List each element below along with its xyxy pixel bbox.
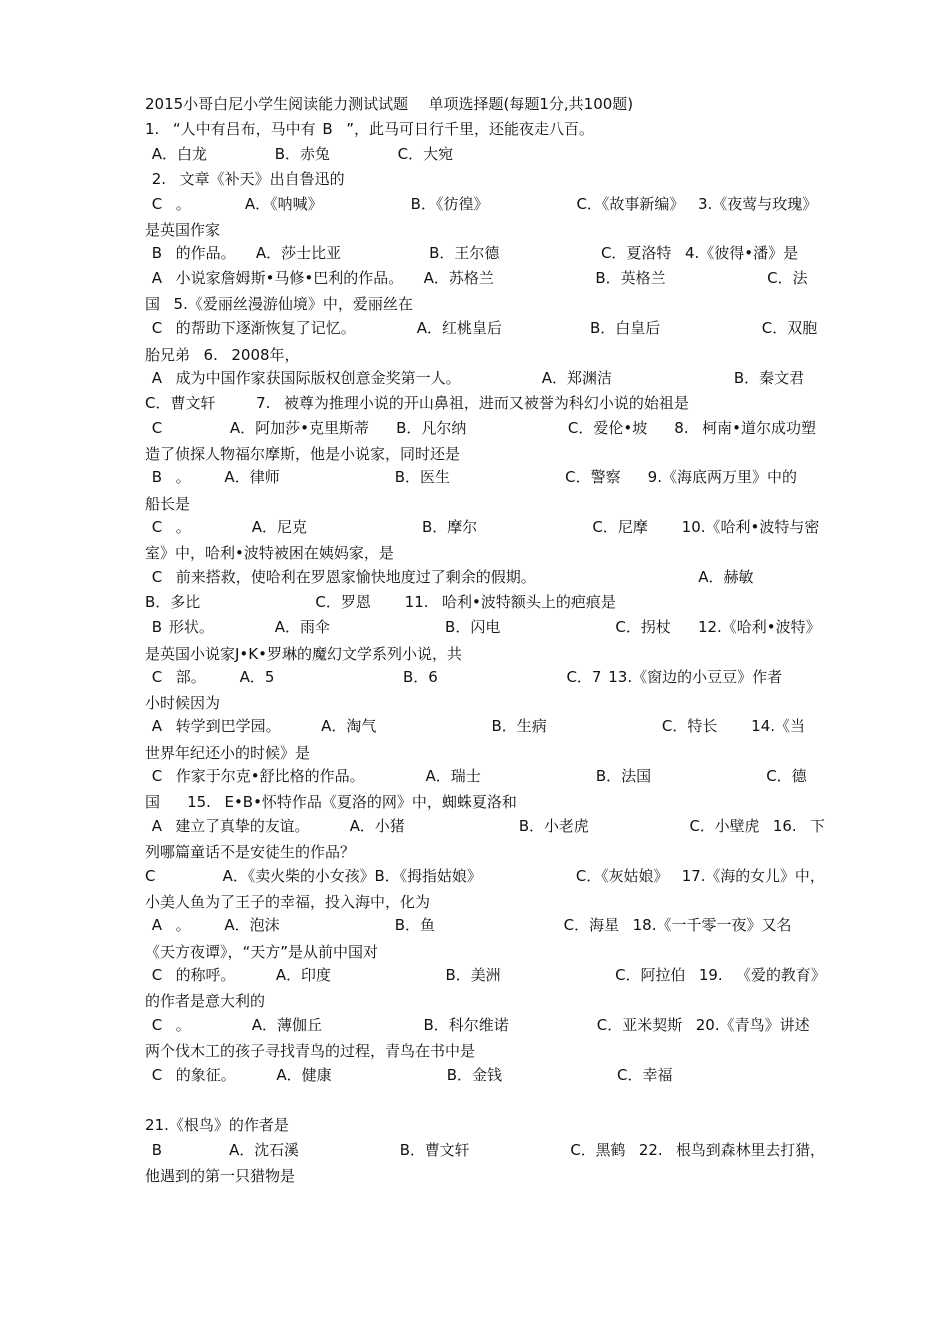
text-line: 是英国小说家J•K•罗琳的魔幻文学系列小说，共	[145, 645, 462, 663]
text-line: A．白龙 B．赤兔 C．大宛	[145, 145, 454, 163]
text-line: C 前来搭救，使哈利在罗恩家愉快地度过了剩余的假期。 A．赫敏	[145, 568, 754, 586]
text-line: C．曹文轩 7. 被尊为推理小说的开山鼻祖，进而又被誉为科幻小说的始祖是	[145, 394, 689, 412]
text-line: 世界年纪还小的时候》是	[145, 744, 311, 762]
text-line: B．多比 C．罗恩 11. 哈利•波特额头上的疤痕是	[145, 593, 616, 611]
text-line: C 的象征。 A．健康 B．金钱 C．幸福	[145, 1066, 673, 1084]
text-line: C 的称呼。 A．印度 B．美洲 C．阿拉伯 19. 《爱的教育》	[145, 966, 826, 984]
text-line: 的作者是意大利的	[145, 992, 266, 1010]
text-line: A 小说家詹姆斯•马修•巴利的作品。 A．苏格兰 B．英格兰 C．法	[145, 269, 808, 287]
text-line: 国 15. E•B•怀特作品《夏洛的网》中，蜘蛛夏洛和	[145, 793, 517, 811]
text-line: A 转学到巴学园。 A．淘气 B．生病 C．特长 14.《当	[145, 717, 806, 735]
text-line: 21.《根鸟》的作者是	[145, 1116, 289, 1134]
blank-line	[145, 1088, 825, 1112]
text-line: 室》中，哈利•波特被困在姨妈家，是	[145, 544, 394, 562]
text-line: C 部。 A．5 B．6 C．7 13.《窗边的小豆豆》作者	[145, 668, 783, 686]
text-line: C 作家于尔克•舒比格的作品。 A．瑞士 B．法国 C．德	[145, 767, 807, 785]
text-line: 《天方夜谭》，“天方”是从前中国对	[145, 943, 379, 961]
text-line: 国 5.《爱丽丝漫游仙境》中，爱丽丝在	[145, 295, 413, 313]
text-line: A 。 A．泡沫 B．鱼 C．海星 18.《一千零一夜》又名	[145, 916, 792, 934]
text-line: 小时候因为	[145, 694, 221, 712]
text-line: 胎兄弟 6. 2008年，	[145, 346, 300, 364]
text-line: 船长是	[145, 495, 191, 513]
text-line: 是英国作家	[145, 221, 221, 239]
text-line: 两个伐木工的孩子寻找青鸟的过程，青鸟在书中是	[145, 1042, 476, 1060]
text-line: C A．阿加莎•克里斯蒂 B．凡尔纳 C．爱伦•坡 8. 柯南•道尔成功塑	[145, 419, 817, 437]
text-line: C A．《卖火柴的小女孩》B．《拇指姑娘》 C．《灰姑娘》 17.《海的女儿》中，	[145, 867, 825, 885]
text-line: 列哪篇童话不是安徒生的作品？	[145, 843, 356, 861]
text-line: A 建立了真挚的友谊。 A．小猪 B．小老虎 C．小壁虎 16. 下	[145, 817, 825, 835]
text-line: C 。 A．《呐喊》 B．《彷徨》 C．《故事新编》 3.《夜莺与玫瑰》	[145, 195, 818, 213]
text-line: C 。 A．薄伽丘 B．科尔维诺 C．亚米契斯 20.《青鸟》讲述	[145, 1016, 810, 1034]
text-line: 1. “人中有吕布，马中有 B ”，此马可日行千里，还能夜走八百。	[145, 120, 594, 138]
text-line: 小美人鱼为了王子的幸福，投入海中，化为	[145, 893, 431, 911]
text-line: C 。 A．尼克 B．摩尔 C．尼摩 10.《哈利•波特与密	[145, 518, 820, 536]
text-line: B A．沈石溪 B．曹文轩 C．黑鹤 22. 根鸟到森林里去打猎，	[145, 1141, 825, 1159]
text-line: B 。 A．律师 B．医生 C．警察 9.《海底两万里》中的	[145, 468, 797, 486]
text-line: B 的作品。 A．莎士比亚 B．王尔德 C．夏洛特 4.《彼得•潘》是	[145, 244, 799, 262]
text-line: 造了侦探人物福尔摩斯，他是小说家，同时还是	[145, 445, 461, 463]
text-line: 2. 文章《补天》出自鲁迅的	[145, 170, 345, 188]
document-title: 2015小哥白尼小学生阅读能力测试试题 单项选择题(每题1分,共100题)	[145, 95, 634, 113]
text-line: B 形状。 A．雨伞 B．闪电 C．拐杖 12.《哈利•波特》	[145, 618, 821, 636]
text-line: 他遇到的第一只猎物是	[145, 1167, 296, 1185]
text-line: C 的帮助下逐渐恢复了记忆。 A．红桃皇后 B．白皇后 C．双胞	[145, 319, 818, 337]
text-line: A 成为中国作家获国际版权创意金奖第一人。 A．郑渊洁 B．秦文君	[145, 369, 805, 387]
